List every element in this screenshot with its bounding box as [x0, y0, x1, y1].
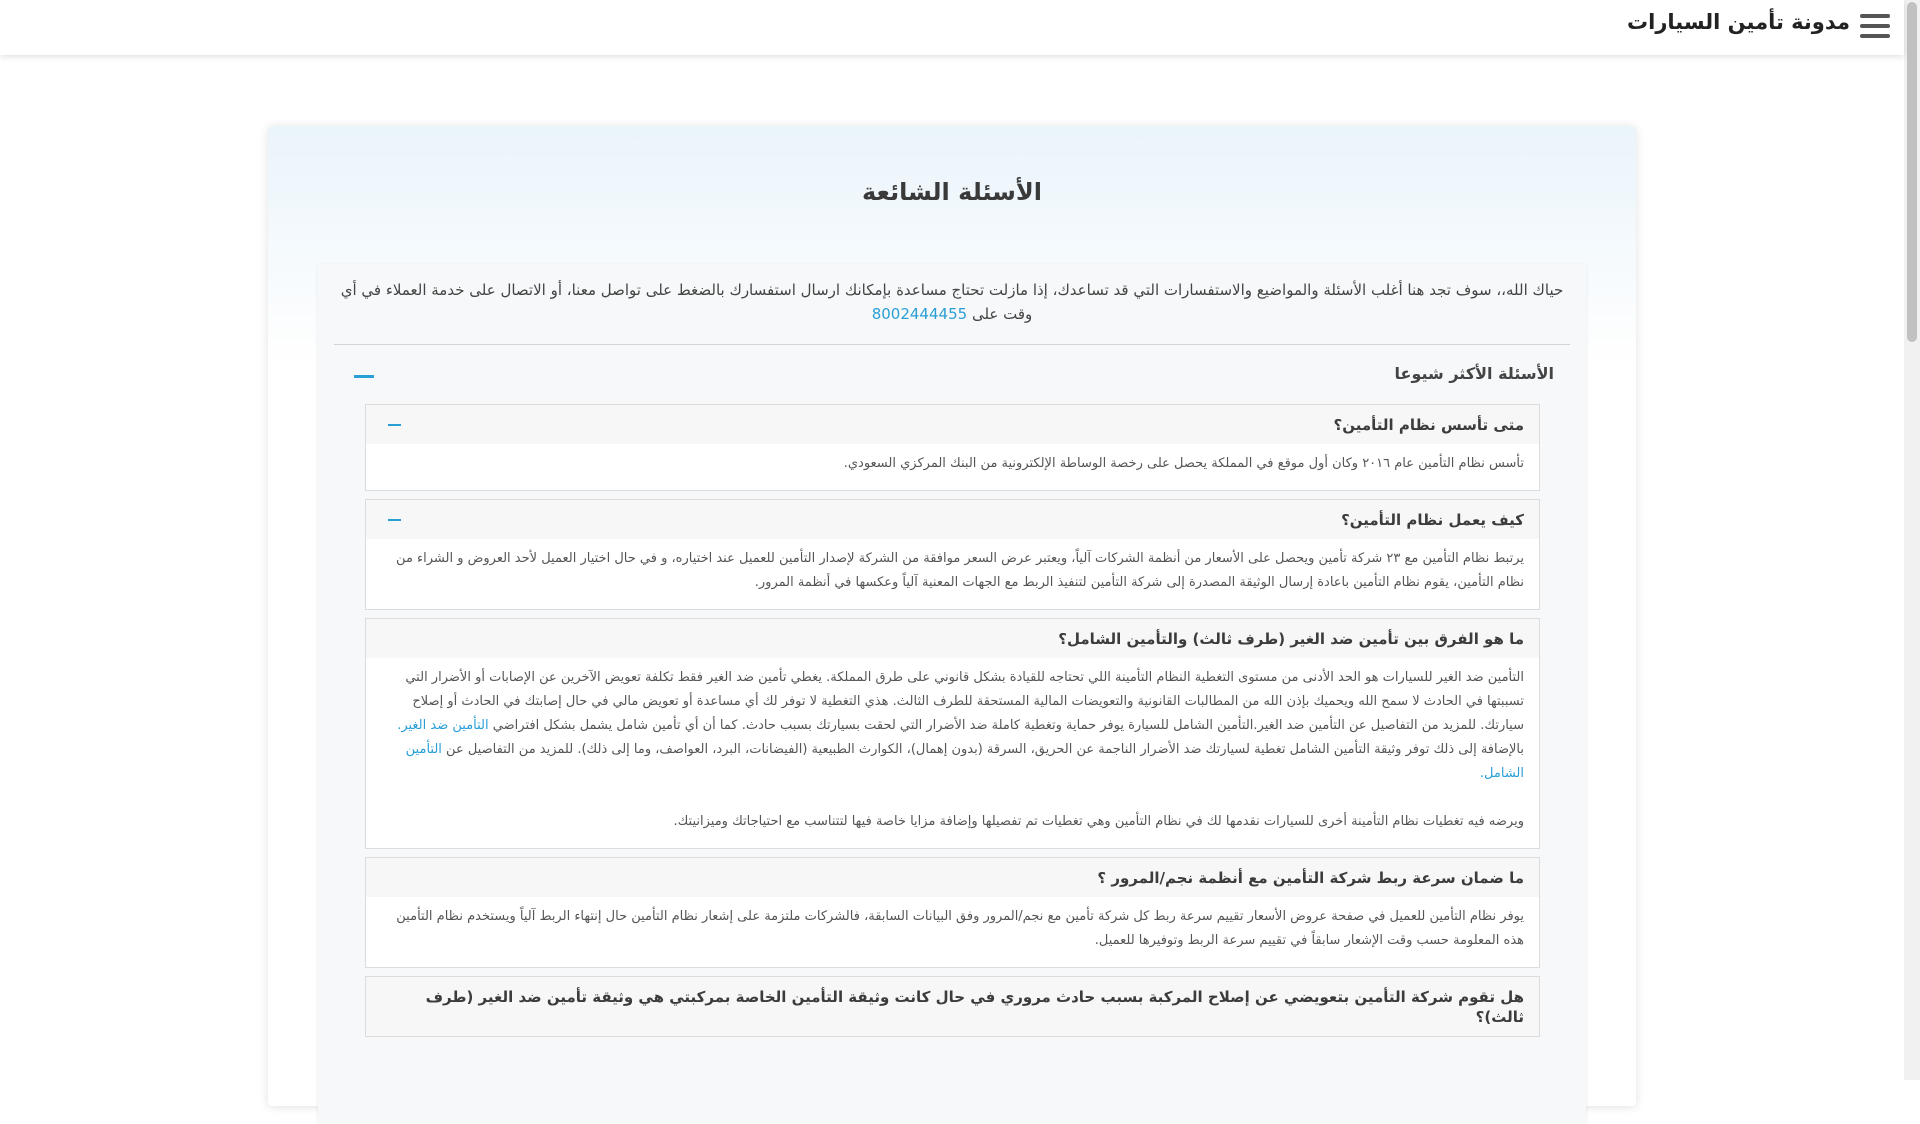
comprehensive-insurance-link[interactable]: التأمين الشامل. [405, 742, 1524, 781]
faq-list [365, 404, 1540, 1045]
intro-text [338, 278, 1566, 326]
faq-question-text: متى تأسس نظام التأمين؟ [1333, 416, 1524, 434]
faq-answer-text: التأمين ضد الغير للسيارات هو الحد الأدنى من مستوى التغطية النظام التأمينة اللي تحتاجه للقيادة بشكل قانوني على طرق المملكة. يغطي تأمين ضد الغير فقط تكلفة تعويض الآخرين عن الإصابات أو الأضرار التي تسببتها في الحادث لا سمح الله ويحميك بإذن الله من المطالبات القانونية والتعويضات المالية المستحقة للطرف الثالث. هذي التغطية لا توفر لك أي مساعدة أو تعويض مالي في حال إصابتك في الحادث أو إصلاح سيارتك. للمزيد من التفاصيل عن التأمين ضد الغير.التأمين الشامل للسيارة يوفر حماية وتغطية كاملة ضد الأضرار التي لحقت بسيارتك بسبب حادث. كما أن أي تأمين شامل يشمل بشكل افتراضي [405, 670, 1524, 733]
faq-answer-text: بالإضافة إلى ذلك توفر وثيقة التأمين الشامل تغطية لسيارتك ضد الأضرار الناجمة عن الحريق، السرقة (بدون إهمال)، الكوارث الطبيعية (الفيضانات، البرد، العواصف، وما إلى ذلك). للمزيد من التفاصيل عن [446, 742, 1524, 757]
section-title: الأسئلة الأكثر شيوعا [1394, 364, 1554, 383]
site-title[interactable]: مدونة تأمين السيارات [1627, 10, 1850, 34]
hamburger-menu-icon[interactable] [1860, 14, 1890, 38]
faq-question-text: كيف يعمل نظام التأمين؟ [1341, 511, 1524, 529]
page-title: الأسئلة الشائعة [862, 178, 1042, 206]
top-navbar [0, 0, 1904, 55]
spacer [381, 786, 1524, 810]
scrollbar-thumb[interactable] [1907, 2, 1917, 342]
faq-question-1[interactable] [366, 405, 1539, 444]
faq-answer-1 [366, 444, 1539, 490]
faq-question-4[interactable] [366, 858, 1539, 897]
faq-question-3[interactable] [366, 619, 1539, 658]
faq-card [268, 126, 1636, 1106]
faq-item [365, 499, 1540, 610]
collapse-icon[interactable] [388, 519, 401, 521]
faq-answer-paragraph [381, 666, 1524, 738]
faq-panel [318, 264, 1586, 1124]
faq-question-2[interactable] [366, 500, 1539, 539]
faq-question-text: ما ضمان سرعة ربط شركة التأمين مع أنظمة نجم/المرور ؟ [1097, 869, 1524, 887]
vertical-scrollbar[interactable] [1904, 0, 1920, 1080]
faq-answer-2 [366, 539, 1539, 609]
faq-answer-text: تأسس نظام التأمين عام ٢٠١٦ وكان أول موقع في المملكة يحصل على رخصة الوساطة الإلكترونية من البنك المركزي السعودي. [843, 456, 1524, 471]
faq-answer-text: يرتبط نظام التأمين مع ٢٣ شركة تأمين ويحصل على الأسعار من أنظمة الشركات آلياً، ويعتبر عرض السعر موافقة من الشركة لإصدار التأمين للعميل عند اختياره، و في حال اختيار العميل لأحد العروض و الشراء من نظام التأمين، يقوم نظام التأمين باعادة إرسال الوثيقة المصدرة إلى شركة التأمين لتنفيذ الربط مع الجهات المعنية آلياً وعكسها في أنظمة المرور. [396, 551, 1524, 590]
faq-answer-text: ويرضه فيه تغطيات نظام التأمينة أخرى للسيارات نقدمها لك في نظام التأمين وهي تغطيات تم تفصيلها وإضافة مزايا خاصة فيها لتتناسب مع احتياجاتك وميزانيتك. [673, 814, 1524, 829]
faq-item [365, 404, 1540, 491]
intro-body: حياك الله،، سوف تجد هنا أغلب الأسئلة والمواضيع والاستفسارات التي قد تساعدك، إذا مازلت تحتاج مساعدة بإمكانك ارسال استفسارك بالضغط على تواصل معنا، أو الاتصال على خدمة العملاء في أي وقت على [340, 281, 1564, 323]
faq-answer-paragraph [381, 738, 1524, 786]
faq-item [365, 976, 1540, 1037]
faq-item [365, 857, 1540, 968]
faq-question-5[interactable] [366, 977, 1539, 1036]
faq-answer-4 [366, 897, 1539, 967]
third-party-insurance-link[interactable]: التأمين ضد الغير. [397, 718, 489, 733]
collapse-icon[interactable] [354, 375, 374, 378]
most-common-section-header[interactable] [334, 358, 1570, 394]
faq-item [365, 618, 1540, 849]
faq-question-text: هل تقوم شركة التأمين بتعويضي عن إصلاح المركبة بسبب حادث مروري في حال كانت وثيقة التأمين الخاصة بمركبتي هي وثيقة تأمين ضد الغير (طرف ثالث)؟ [425, 988, 1524, 1026]
collapse-icon[interactable] [388, 424, 401, 426]
faq-question-text: ما هو الفرق بين تأمين ضد الغير (طرف ثالث) والتأمين الشامل؟ [1058, 630, 1524, 648]
faq-answer-text: يوفر نظام التأمين للعميل في صفحة عروض الأسعار تقييم سرعة ربط كل شركة تأمين مع نجم/المرور وفق البيانات السابقة، فالشركات ملتزمة على إشعار نظام التأمين حال إنتهاء الربط آلياً ويستخدم نظام التأمين هذه المعلومة حسب وقت الإشعار سابقاً في تقييم سرعة الربط وتوفيرها للعميل. [396, 909, 1524, 948]
customer-service-phone-link[interactable]: 8002444455 [871, 305, 968, 323]
divider [334, 344, 1570, 345]
faq-answer-3 [366, 658, 1539, 848]
